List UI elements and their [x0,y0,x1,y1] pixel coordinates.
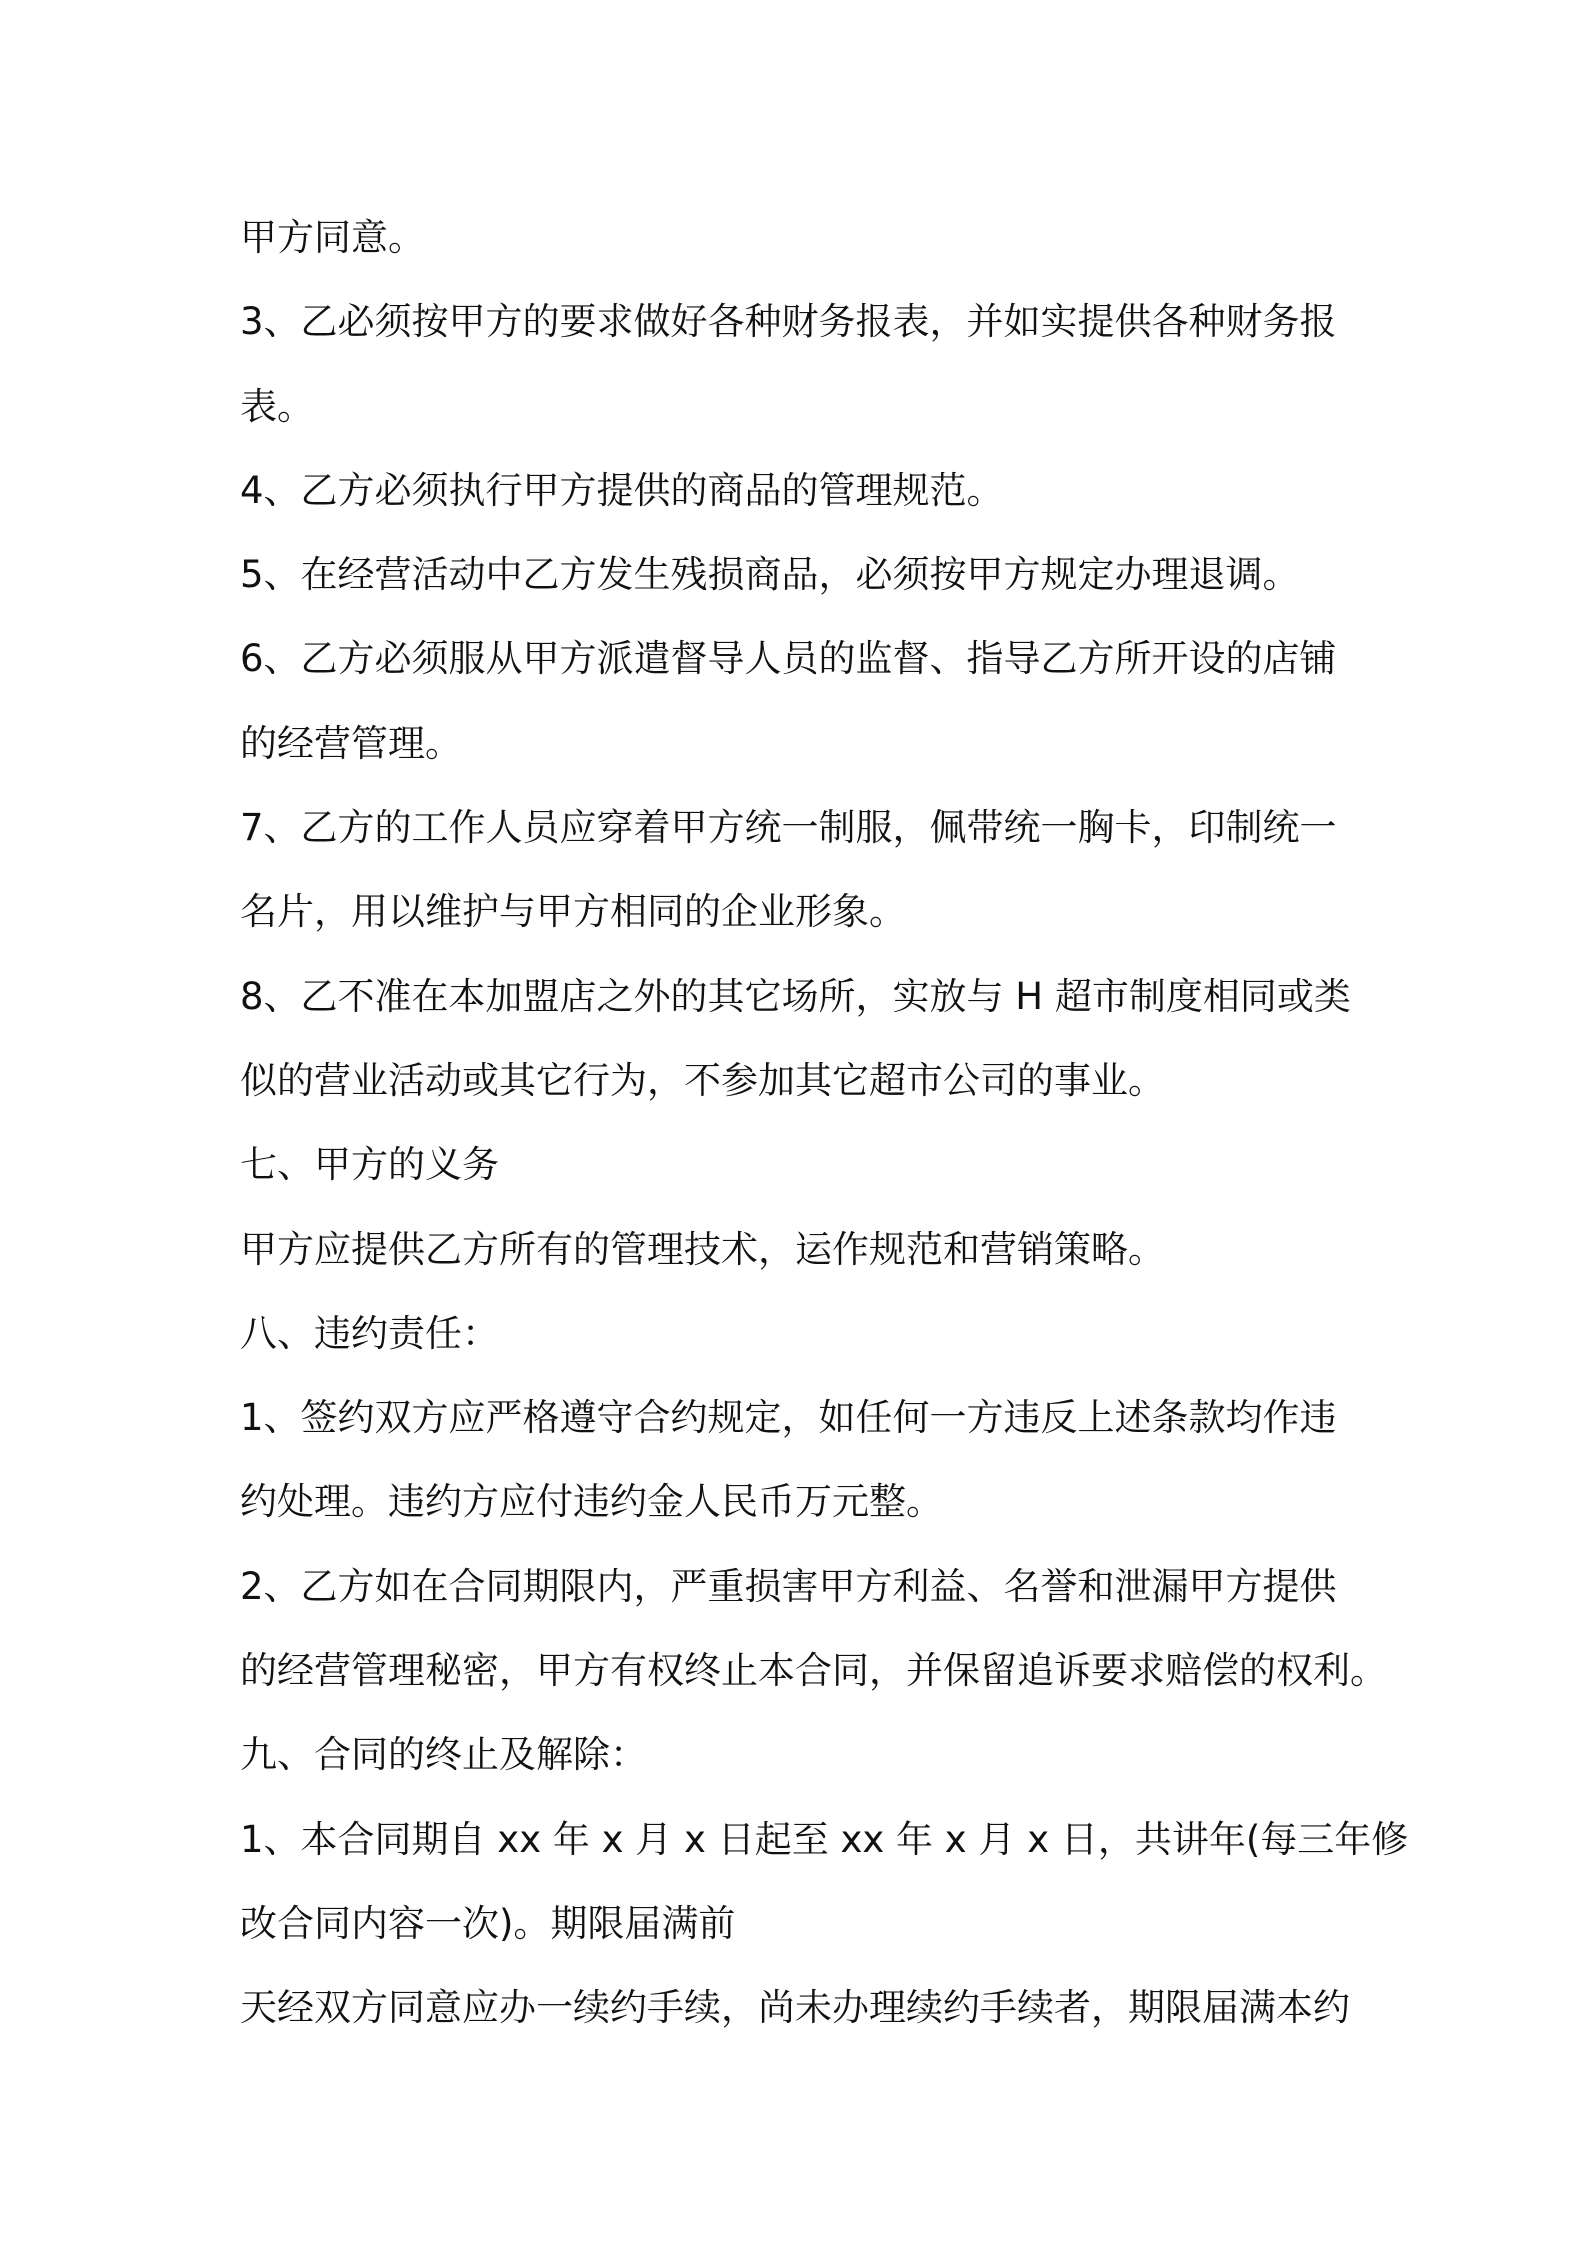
text-line: 4、乙方必须执行甲方提供的商品的管理规范。 [240,468,1004,512]
text-line: 2、乙方如在合同期限内，严重损害甲方利益、名誉和泄漏甲方提供 [240,1564,1337,1608]
text-line: 名片，用以维护与甲方相同的企业形象。 [240,890,906,934]
text-line: 的经营管理秘密，甲方有权终止本合同，并保留追诉要求赔偿的权利。 [240,1649,1387,1693]
section-heading: 八、违约责任： [240,1311,499,1355]
text-line: 1、本合同期自 xx 年 x 月 x 日起至 xx 年 x 月 x 日，共讲年(每三年修 [240,1817,1409,1861]
text-line: 似的营业活动或其它行为，不参加其它超市公司的事业。 [240,1058,1165,1102]
text-line: 8、乙不准在本加盟店之外的其它场所，实放与 H 超市制度相同或类 [240,974,1351,1018]
text-line: 约处理。违约方应付违约金人民币万元整。 [240,1480,943,1524]
text-line: 的经营管理。 [240,721,462,765]
text-line: 3、乙必须按甲方的要求做好各种财务报表，并如实提供各种财务报 [240,300,1337,344]
section-heading: 七、甲方的义务 [240,1143,499,1187]
text-line: 改合同内容一次)。期限届满前 [240,1901,736,1945]
text-line: 天经双方同意应办一续约手续，尚未办理续约手续者，期限届满本约 [240,1986,1350,2030]
text-line: 甲方同意。 [240,216,425,259]
section-heading: 九、合同的终止及解除： [240,1733,647,1777]
text-line: 表。 [240,384,314,428]
text-line: 5、在经营活动中乙方发生残损商品，必须按甲方规定办理退调。 [240,553,1300,597]
text-line: 1、签约双方应严格遵守合约规定，如任何一方违反上述条款均作违 [240,1396,1337,1440]
text-line: 甲方应提供乙方所有的管理技术，运作规范和营销策略。 [240,1227,1165,1271]
text-line: 7、乙方的工作人员应穿着甲方统一制服，佩带统一胸卡，印制统一 [240,806,1337,850]
text-line: 6、乙方必须服从甲方派遣督导人员的监督、指导乙方所开设的店铺 [240,637,1337,681]
contract-text-body [240,196,1409,2051]
